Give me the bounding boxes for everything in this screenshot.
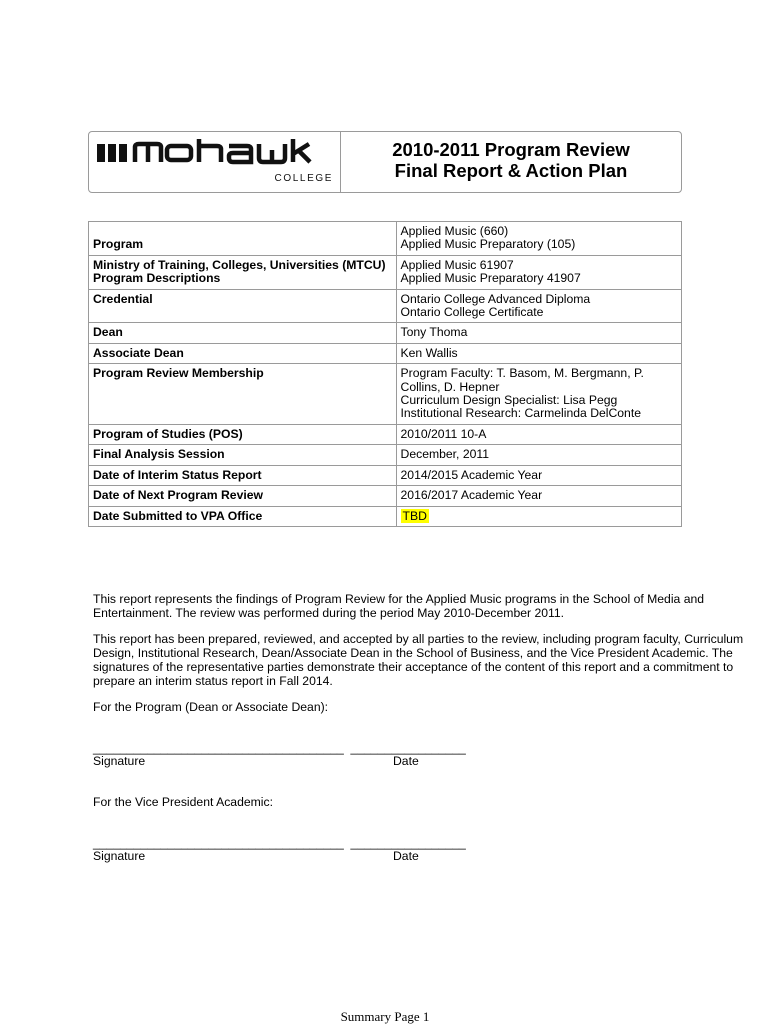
- vpa-date-label: Date: [393, 849, 419, 863]
- program-value: [396, 222, 681, 256]
- table-row-mtcu: [89, 255, 682, 289]
- mtcu-value-1: Applied Music 61907: [400, 257, 514, 272]
- svg-text:COLLEGE: COLLEGE: [274, 173, 333, 184]
- final-session-label: Final Analysis Session: [89, 445, 397, 465]
- table-row-associate-dean: [89, 343, 682, 363]
- membership-value-2: Curriculum Design Specialist: Lisa Pegg: [400, 393, 618, 408]
- program-info-table: [88, 221, 682, 527]
- pos-label: Program of Studies (POS): [89, 424, 397, 444]
- credential-label: Credential: [89, 289, 397, 323]
- mtcu-value-2: Applied Music Preparatory 41907: [400, 271, 581, 286]
- credential-value-1: Ontario College Advanced Diploma: [400, 291, 591, 306]
- mtcu-value: [396, 255, 681, 289]
- final-session-value: December, 2011: [396, 445, 681, 465]
- table-row-credential: [89, 289, 682, 323]
- program-signature-line: _____________________________________ _________________: [93, 741, 466, 755]
- pos-value: 2010/2011 10-A: [396, 424, 681, 444]
- table-row-program: [89, 222, 682, 256]
- table-row-dean: [89, 323, 682, 343]
- paragraph-findings: This report represents the findings of Program Review for the Applied Music programs in the School of Media and Entertainment. The review was performed during the period May 2010-December 2011.: [93, 592, 705, 620]
- associate-dean-label: Associate Dean: [89, 343, 397, 363]
- interim-value: 2014/2015 Academic Year: [396, 465, 681, 485]
- page-footer: Summary Page 1: [340, 1009, 430, 1024]
- program-label: Program: [89, 222, 397, 256]
- membership-label: Program Review Membership: [89, 364, 397, 425]
- next-review-label: Date of Next Program Review: [89, 486, 397, 506]
- mohawk-college-logo: [95, 136, 338, 188]
- title-line-1: 2010-2011 Program Review: [392, 139, 630, 160]
- dean-value: Tony Thoma: [396, 323, 681, 343]
- for-vpa-label: For the Vice President Academic:: [93, 795, 273, 809]
- vpa-signature-label: Signature: [93, 849, 146, 863]
- table-row-final-session: [89, 445, 682, 465]
- membership-value-1: Program Faculty: T. Basom, M. Bergmann, P. Collins, D. Hepner: [400, 366, 644, 394]
- program-value-2: Applied Music Preparatory (105): [400, 237, 576, 252]
- table-row-interim: [89, 465, 682, 485]
- for-program-label: For the Program (Dean or Associate Dean):: [93, 700, 329, 714]
- table-row-pos: [89, 424, 682, 444]
- program-date-label: Date: [393, 754, 419, 768]
- paragraph-acceptance: This report has been prepared, reviewed, and accepted by all parties to the review, including program faculty, Curriculum Design, Institutional Research, Dean/Associate Dean in the School of Business, and the Vice President Academic. The signatures of the representative parties demonstrate their acceptance of the content of this report and a commitment to prepare an interim status report in Fall 2014.: [93, 632, 744, 688]
- credential-value: [396, 289, 681, 323]
- document-title: [341, 139, 681, 181]
- interim-label: Date of Interim Status Report: [89, 465, 397, 485]
- table-row-submitted: [89, 506, 682, 526]
- table-row-membership: [89, 364, 682, 425]
- associate-dean-value: Ken Wallis: [396, 343, 681, 363]
- dean-label: Dean: [89, 323, 397, 343]
- program-value-1: Applied Music (660): [400, 224, 509, 238]
- next-review-value: 2016/2017 Academic Year: [396, 486, 681, 506]
- program-signature-label: Signature: [93, 754, 146, 768]
- membership-value: [396, 364, 681, 425]
- submitted-value: [396, 506, 681, 526]
- title-line-2: Final Report & Action Plan: [394, 160, 628, 181]
- header-box: [88, 131, 682, 193]
- mtcu-label: Ministry of Training, Colleges, Universities (MTCU) Program Descriptions: [89, 255, 397, 289]
- membership-value-3: Institutional Research: Carmelinda DelConte: [400, 406, 641, 421]
- credential-value-2: Ontario College Certificate: [400, 305, 544, 320]
- submitted-label: Date Submitted to VPA Office: [89, 506, 397, 526]
- vpa-signature-line: _____________________________________ _________________: [93, 836, 466, 850]
- table-row-next-review: [89, 486, 682, 506]
- tbd-highlight: TBD: [402, 508, 427, 523]
